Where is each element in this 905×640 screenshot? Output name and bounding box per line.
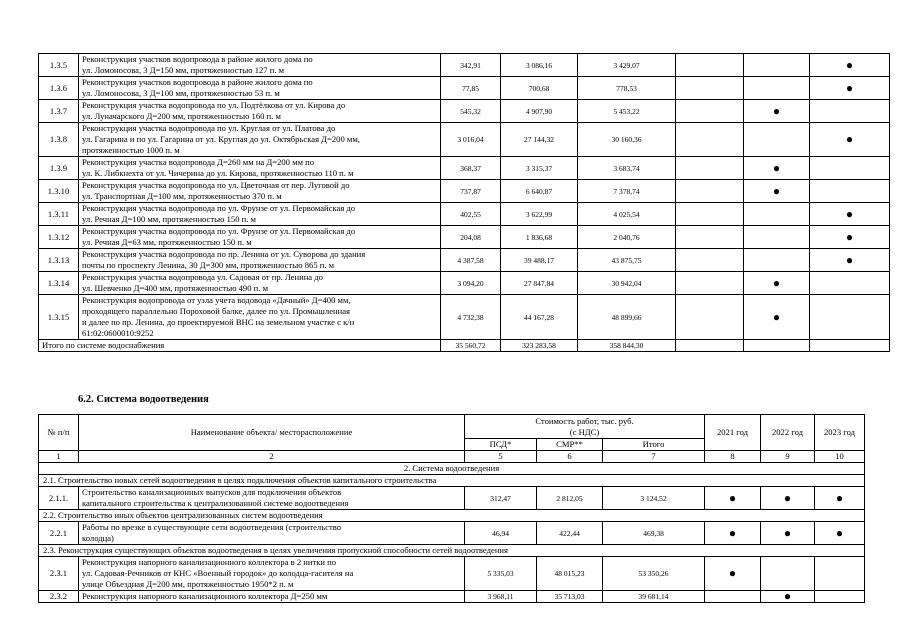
row-2023-mark [810, 100, 890, 123]
row-id: 1.3.12 [39, 226, 79, 249]
header-num: № п/п [39, 415, 79, 451]
table-row [39, 157, 890, 180]
row-2022-mark: ● [744, 157, 810, 180]
row-2021-mark: ● [705, 557, 761, 591]
row-2021-mark [676, 100, 744, 123]
row-total: 7 378,74 [578, 180, 676, 203]
row-name-line: Реконструкция участков водопровода в районе жилого дома по [82, 77, 313, 87]
row-2021-mark [676, 295, 744, 340]
row-name-line: ул. Гагарина и по ул. Гагарина от ул. Круглая до ул. Октябрьская Д=200 мм, [82, 134, 360, 144]
row-id: 1.3.11 [39, 203, 79, 226]
row-total: 39 681,14 [603, 591, 705, 603]
row-id: 1.3.14 [39, 272, 79, 295]
row-name-line: Реконструкция участка водопровода по пр. Ленина от ул. Суворова до здания [82, 249, 366, 259]
row-2022-mark: ● [761, 591, 815, 603]
row-psd: 3 094,20 [441, 272, 501, 295]
row-2021-mark [676, 54, 744, 77]
row-2021-mark [676, 249, 744, 272]
row-id: 1.3.15 [39, 295, 79, 340]
row-name-line: Работы по врезке в существующие сети водоотведения (строительство [82, 522, 342, 532]
header-cost-line1: Стоимость работ, тыс. руб. [535, 415, 634, 426]
row-2022-mark [744, 226, 810, 249]
table-row [39, 180, 890, 203]
header-2021: 2021 год [705, 415, 761, 451]
row-name-line: ул. Речная Д=63 мм, протяженностью 150 п. м [82, 237, 252, 247]
header-smr: СМР** [537, 439, 603, 451]
row-2022-mark [761, 557, 815, 591]
table-row [39, 522, 865, 545]
row-2023-mark: ● [810, 123, 890, 157]
row-smr: 422,44 [537, 522, 603, 545]
total-total: 358 844,30 [578, 340, 676, 352]
header-2022: 2022 год [761, 415, 815, 451]
row-smr: 35 713,03 [537, 591, 603, 603]
index-cell: 8 [705, 451, 761, 463]
index-cell: 5 [465, 451, 537, 463]
row-psd: 46,94 [465, 522, 537, 545]
row-psd: 3 968,11 [465, 591, 537, 603]
row-id: 2.3.1 [39, 557, 79, 591]
row-2023-mark: ● [810, 249, 890, 272]
row-total: 4 025,54 [578, 203, 676, 226]
total-psd: 35 560,72 [441, 340, 501, 352]
table-row [39, 203, 890, 226]
row-name [79, 123, 441, 157]
row-name-line: проходящего параллельно Пороховой балке, далее по ул. Промышленная [82, 306, 350, 316]
row-2023-mark [815, 557, 865, 591]
table-row [39, 591, 865, 603]
row-smr: 44 167,28 [501, 295, 578, 340]
row-total: 3 683,74 [578, 157, 676, 180]
row-id: 1.3.13 [39, 249, 79, 272]
index-cell: 10 [815, 451, 865, 463]
table-row [39, 487, 865, 510]
row-name [79, 522, 465, 545]
row-name-line: Реконструкция напорного канализационного коллектора в 2 нитки по [82, 557, 337, 567]
row-smr: 48 015,23 [537, 557, 603, 591]
row-total: 43 875,75 [578, 249, 676, 272]
table-row [39, 54, 890, 77]
row-id: 1.3.8 [39, 123, 79, 157]
total-empty [676, 340, 744, 352]
row-name [79, 487, 465, 510]
row-2023-mark: ● [810, 226, 890, 249]
row-2022-mark: ● [744, 295, 810, 340]
row-name [79, 226, 441, 249]
row-total: 2 040,76 [578, 226, 676, 249]
row-name-line: ул. Речная Д=100 мм, протяженностью 150 п. м [82, 214, 256, 224]
table-row [39, 77, 890, 100]
row-2022-mark: ● [744, 272, 810, 295]
row-2023-mark: ● [815, 487, 865, 510]
row-2022-mark: ● [761, 522, 815, 545]
row-name-line: протяженностью 1000 п. м [82, 145, 180, 155]
row-2023-mark: ● [810, 77, 890, 100]
row-psd: 312,47 [465, 487, 537, 510]
row-2021-mark [676, 157, 744, 180]
total-smr: 323 283,58 [501, 340, 578, 352]
row-smr: 3 622,99 [501, 203, 578, 226]
row-id: 1.3.5 [39, 54, 79, 77]
row-2023-mark [810, 295, 890, 340]
row-id: 2.1.1. [39, 487, 79, 510]
row-psd: 545,32 [441, 100, 501, 123]
row-2022-mark [744, 203, 810, 226]
index-cell: 7 [603, 451, 705, 463]
row-2022-mark [744, 54, 810, 77]
section-2-2: 2.2. Строительство иных объектов централизованных систем водоотведения [39, 510, 865, 522]
row-total: 30 942,04 [578, 272, 676, 295]
row-smr: 27 144,32 [501, 123, 578, 157]
row-psd: 402,55 [441, 203, 501, 226]
row-psd: 204,08 [441, 226, 501, 249]
section-row [39, 510, 865, 522]
row-smr: 27 847,84 [501, 272, 578, 295]
row-smr: 700,68 [501, 77, 578, 100]
row-name-line: ул. Ломоносова, 3 Д=100 мм, протяженностью 53 п. м [82, 88, 280, 98]
row-name-line: улице Объездная Д=200 мм, протяженностью 1950*2 п. м [82, 579, 294, 589]
row-smr: 4 907,90 [501, 100, 578, 123]
row-psd: 4 732,38 [441, 295, 501, 340]
row-2021-mark [676, 226, 744, 249]
section-2-3: 2.3. Реконструкция существующих объектов водоотведения в целях увеличения пропускной способности сетей водоотведения [39, 545, 865, 557]
row-name [79, 77, 441, 100]
row-name-line: почты по проспекту Ленина, 30 Д=300 мм, протяженностью 865 п. м [82, 260, 335, 270]
row-total: 5 453,22 [578, 100, 676, 123]
row-psd: 3 016,04 [441, 123, 501, 157]
row-2021-mark [676, 203, 744, 226]
row-smr: 3 086,16 [501, 54, 578, 77]
water-supply-table [38, 53, 890, 352]
row-name [79, 591, 465, 603]
section-heading: 6.2. Система водоотведения [78, 394, 209, 405]
row-2021-mark [676, 180, 744, 203]
row-2021-mark: ● [705, 522, 761, 545]
total-empty [744, 340, 810, 352]
row-total: 53 350,26 [603, 557, 705, 591]
total-label: Итого по системе водоснабжения [39, 340, 441, 352]
total-row [39, 340, 890, 352]
row-name-line: Реконструкция участков водопровода в районе жилого дома по [82, 54, 313, 64]
row-total: 3 429,07 [578, 54, 676, 77]
row-name-line: ул. Шевченко Д=400 мм, протяженностью 490 п. м [82, 283, 269, 293]
row-name-line: ул. Ломоносова, 3 Д=150 мм, протяженностью 127 п. м [82, 65, 285, 75]
table-row [39, 123, 890, 157]
row-name-line: Реконструкция участка водопровода по ул. Фрунзе от ул. Первомайская до [82, 203, 356, 213]
row-psd: 737,87 [441, 180, 501, 203]
row-id: 2.2.1 [39, 522, 79, 545]
header-cost-line2: (с НДС) [569, 426, 600, 437]
row-total: 30 160,36 [578, 123, 676, 157]
row-psd: 4 387,58 [441, 249, 501, 272]
section-row [39, 545, 865, 557]
row-smr: 2 812,05 [537, 487, 603, 510]
table-row [39, 226, 890, 249]
row-id: 1.3.7 [39, 100, 79, 123]
index-cell: 6 [537, 451, 603, 463]
row-total: 778,53 [578, 77, 676, 100]
row-name-line: Реконструкция водопровода от узла учета водовода «Дачный» Д=400 мм, [82, 295, 351, 305]
row-smr: 1 836,68 [501, 226, 578, 249]
index-cell: 1 [39, 451, 79, 463]
section-row [39, 475, 865, 487]
system-title: 2. Система водоотведения [39, 463, 865, 475]
index-cell: 2 [79, 451, 465, 463]
row-name-line: Реконструкция участка водопровода по ул. Подтёлкова от ул. Кирова до [82, 100, 346, 110]
row-2021-mark [676, 77, 744, 100]
row-name-line: 61:02:0600010:9252 [82, 328, 154, 338]
row-smr: 39 488,17 [501, 249, 578, 272]
index-row [39, 451, 865, 463]
table-row [39, 272, 890, 295]
row-2022-mark: ● [761, 487, 815, 510]
row-smr: 6 640,87 [501, 180, 578, 203]
row-2021-mark: ● [705, 487, 761, 510]
row-2023-mark: ● [810, 54, 890, 77]
row-2022-mark [744, 123, 810, 157]
row-total: 3 124,52 [603, 487, 705, 510]
row-2022-mark: ● [744, 180, 810, 203]
row-name-line: Реконструкция участка водопровода по ул. Круглая от ул. Платова до [82, 123, 336, 133]
row-name-line: и далее по пр. Ленина, до проектируемой ВНС на земельном участке с к/н [82, 317, 355, 327]
section-2-1: 2.1. Строительство новых сетей водоотведения в целях подключения объектов капитального строительства [39, 475, 865, 487]
index-cell: 9 [761, 451, 815, 463]
row-id: 1.3.10 [39, 180, 79, 203]
row-id: 1.3.6 [39, 77, 79, 100]
row-name [79, 295, 441, 340]
header-name: Наименование объекта/ месторасположение [79, 415, 465, 451]
row-2023-mark [810, 272, 890, 295]
row-name-line: Реконструкция участка водопровода ул. Садовая от пр. Ленина до [82, 272, 323, 282]
row-name-line: ул. Луначарского Д=200 мм, протяженностью 160 п. м [82, 111, 281, 121]
header-psd: ПСД* [465, 439, 537, 451]
table-row [39, 100, 890, 123]
row-name-line: Реконструкция участка водопровода по ул. Цветочная от пер. Луговой до [82, 180, 350, 190]
header-2023: 2023 год [815, 415, 865, 451]
row-psd: 5 335,03 [465, 557, 537, 591]
row-name-line: Реконструкция напорного канализационного коллектора Д=250 мм [82, 591, 328, 601]
row-total: 48 899,66 [578, 295, 676, 340]
row-2022-mark [744, 77, 810, 100]
row-2023-mark [815, 591, 865, 603]
header-cost [465, 415, 705, 439]
wastewater-table [38, 414, 865, 603]
table-row [39, 557, 865, 591]
row-name [79, 272, 441, 295]
table-row [39, 295, 890, 340]
row-psd: 342,91 [441, 54, 501, 77]
row-2021-mark [705, 591, 761, 603]
row-name-line: колодца) [82, 533, 114, 543]
row-2023-mark: ● [810, 203, 890, 226]
total-empty [810, 340, 890, 352]
row-id: 1.3.9 [39, 157, 79, 180]
row-2021-mark [676, 272, 744, 295]
row-2023-mark [810, 157, 890, 180]
table-row [39, 249, 890, 272]
row-total: 469,38 [603, 522, 705, 545]
row-name-line: Реконструкция участка водопровода по ул. Фрунзе от ул. Первомайская до [82, 226, 356, 236]
system-title-row [39, 463, 865, 475]
row-name [79, 557, 465, 591]
row-name-line: Реконструкция участка водопровода Д=260 мм на Д=200 мм по [82, 157, 315, 167]
row-2021-mark [676, 123, 744, 157]
row-name [79, 249, 441, 272]
row-id: 2.3.2 [39, 591, 79, 603]
row-name [79, 157, 441, 180]
row-name-line: капитального строительства к централизованной системе водоотведения [82, 498, 349, 508]
header-row [39, 415, 865, 439]
row-name [79, 100, 441, 123]
row-name-line: ул. К. Либкнехта от ул. Чичерина до ул. Кирова, протяженностью 110 п. м [82, 168, 354, 178]
header-total: Итого [603, 439, 705, 451]
row-2023-mark [810, 180, 890, 203]
row-name-line: ул. Транспортная Д=100 мм, протяженностью 370 п. м [82, 191, 282, 201]
row-psd: 368,37 [441, 157, 501, 180]
row-psd: 77,85 [441, 77, 501, 100]
row-name [79, 54, 441, 77]
row-2022-mark [744, 249, 810, 272]
row-name-line: Строительство канализационных выпусков для подключения объектов [82, 487, 342, 497]
row-smr: 3 315,37 [501, 157, 578, 180]
row-name [79, 203, 441, 226]
row-name [79, 180, 441, 203]
row-2023-mark: ● [815, 522, 865, 545]
row-2022-mark: ● [744, 100, 810, 123]
row-name-line: ул. Садовая-Речников от КНС «Военный городок» до колодца-гасителя на [82, 568, 354, 578]
